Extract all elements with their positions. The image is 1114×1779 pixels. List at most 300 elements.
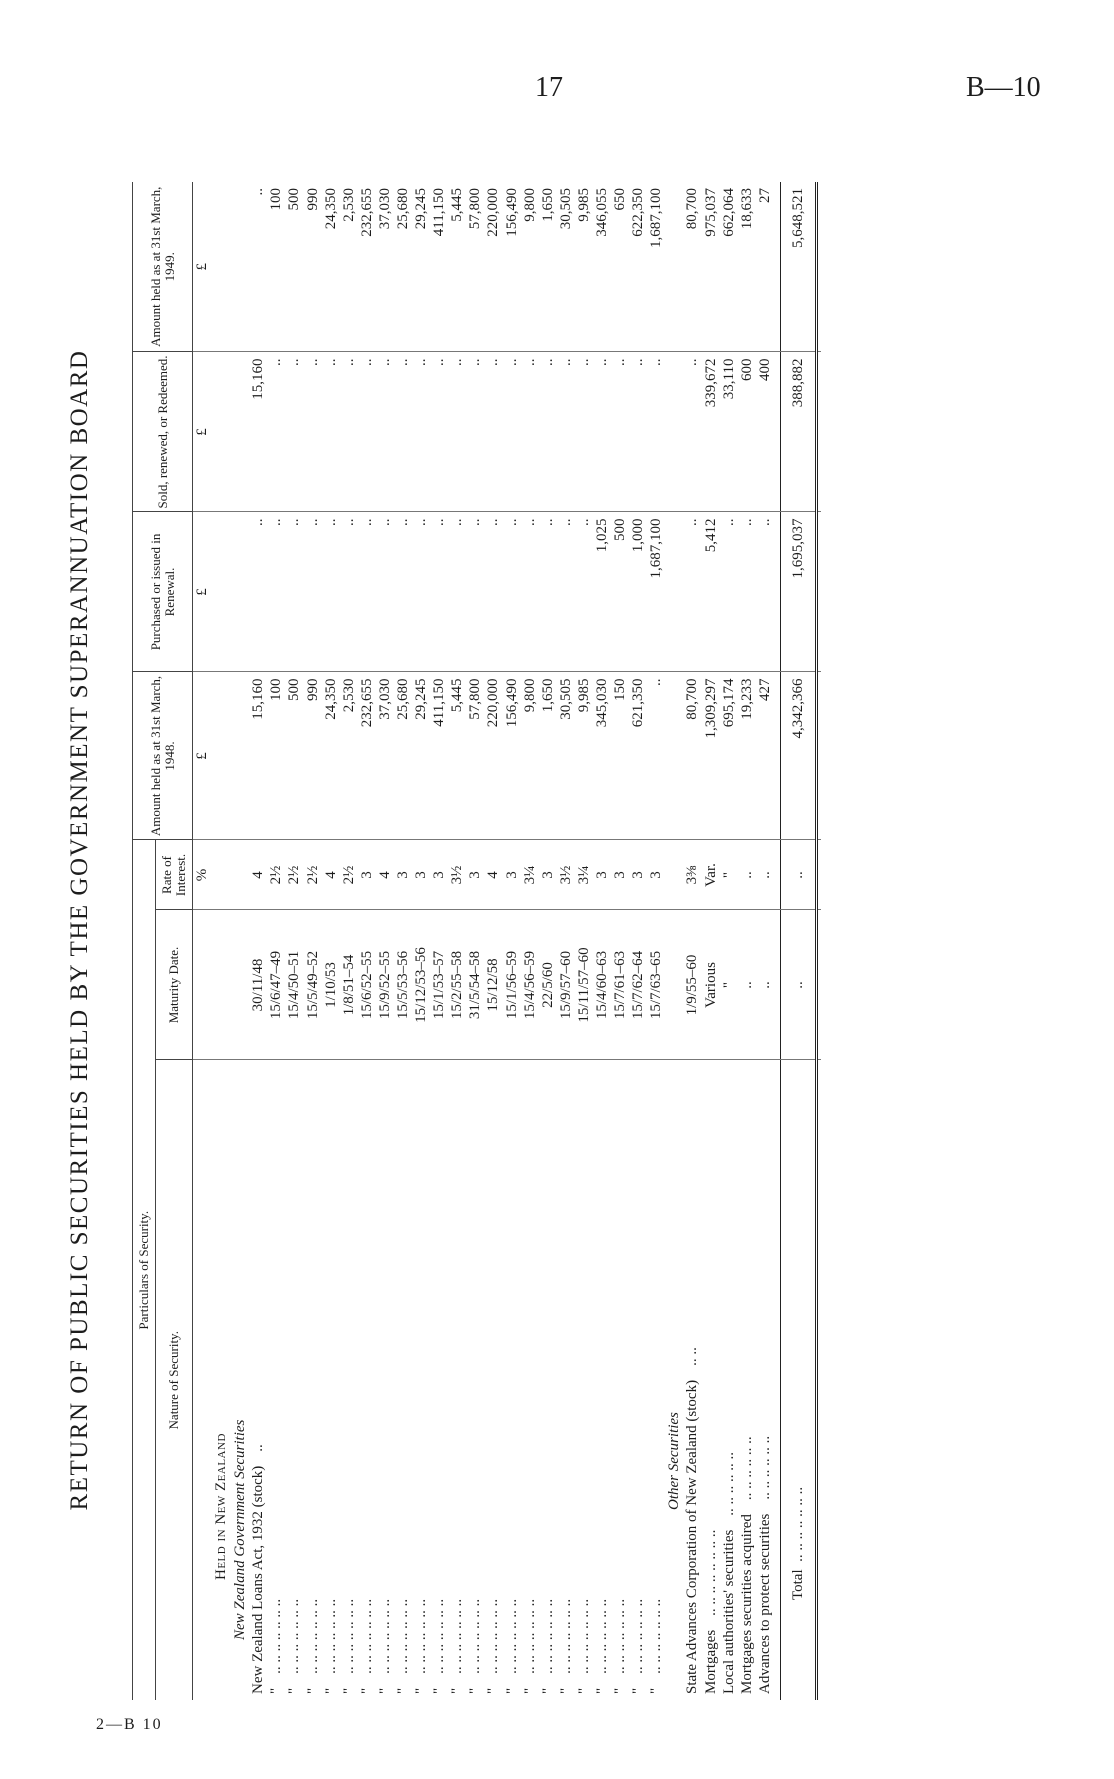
leader-dots: .. .. .. .. .. .. ..: [268, 1598, 285, 1674]
interest-rate: 4: [376, 840, 394, 910]
header-sold: Sold, renewed, or Redeemed.: [133, 352, 193, 512]
amount-held-1949: 27: [756, 182, 774, 352]
security-name: Mortgages securities acquired: [738, 1514, 755, 1694]
unit-row: [193, 182, 212, 1700]
table-body: [193, 182, 821, 1700]
maturity-date: 1/9/55–60: [683, 910, 701, 1060]
amount-held-1948: 990: [303, 672, 321, 840]
leader-dots: .. .. .. .. .. .. .. ..: [702, 1529, 719, 1616]
table-row: [720, 182, 738, 1700]
maturity-date: 15/11/57–60: [575, 910, 593, 1060]
amount-sold: ..: [484, 352, 502, 512]
leader-dots: .. .. .. .. .. .. ..: [503, 1598, 520, 1674]
security-name-cell: [720, 1060, 738, 1700]
amount-purchased: 1,687,100: [647, 512, 665, 672]
unit-held-1948: £: [193, 672, 212, 840]
interest-rate: 3: [412, 840, 430, 910]
leader-dots: .. .. .. .. .. .. ..: [648, 1598, 665, 1674]
amount-sold: ..: [683, 352, 701, 512]
interest-rate: 3½: [557, 840, 575, 910]
interest-rate: 2½: [340, 840, 358, 910]
maturity-date: 15/12/58: [484, 910, 502, 1060]
amount-held-1949: 650: [611, 182, 629, 352]
security-name-cell: [629, 1060, 647, 1700]
amount-sold: ..: [448, 352, 466, 512]
maturity-date: 31/5/54–58: [466, 910, 484, 1060]
amount-purchased: ..: [430, 512, 448, 672]
amount-held-1948: 411,150: [430, 672, 448, 840]
security-name: ": [376, 1687, 393, 1694]
amount-held-1949: 29,245: [412, 182, 430, 352]
amount-sold: ..: [303, 352, 321, 512]
maturity-date: 15/5/53–56: [394, 910, 412, 1060]
amount-purchased: ..: [539, 512, 557, 672]
amount-sold: ..: [412, 352, 430, 512]
amount-held-1949: 975,037: [702, 182, 720, 352]
amount-held-1949: 990: [303, 182, 321, 352]
amount-held-1949: 18,633: [738, 182, 756, 352]
amount-held-1948: 15,160: [249, 672, 267, 840]
amount-held-1949: 57,800: [466, 182, 484, 352]
amount-sold: ..: [322, 352, 340, 512]
security-name: ": [286, 1687, 303, 1694]
interest-rate: ..: [756, 840, 774, 910]
table-row: [358, 182, 376, 1700]
security-name: ": [630, 1687, 647, 1694]
amount-held-1949: 1,687,100: [647, 182, 665, 352]
amount-sold: 600: [738, 352, 756, 512]
amount-purchased: ..: [358, 512, 376, 672]
maturity-date: 15/6/52–55: [358, 910, 376, 1060]
security-name: New Zealand Loans Act, 1932 (stock): [250, 1465, 267, 1694]
security-name-cell: [267, 1060, 285, 1700]
amount-purchased: ..: [394, 512, 412, 672]
security-name-cell: [593, 1060, 611, 1700]
security-name: ": [340, 1687, 357, 1694]
security-name-cell: [466, 1060, 484, 1700]
total-rate: ..: [780, 840, 816, 910]
amount-held-1948: 150: [611, 672, 629, 840]
amount-sold: 400: [756, 352, 774, 512]
interest-rate: 3: [593, 840, 611, 910]
header-held-1949: Amount held as at 31st March, 1949.: [133, 182, 193, 352]
leader-dots: .. .. .. .. .. .. ..: [467, 1598, 484, 1674]
leader-dots: .. .. .. .. .. .. ..: [485, 1598, 502, 1674]
total-row: [780, 182, 816, 1700]
security-name: ": [521, 1687, 538, 1694]
amount-held-1949: 662,064: [720, 182, 738, 352]
table-row: [503, 182, 521, 1700]
table-row: [249, 182, 267, 1700]
interest-rate: 3⅜: [683, 840, 701, 910]
maturity-date: 1/10/53: [322, 910, 340, 1060]
amount-held-1949: 500: [285, 182, 303, 352]
security-name-cell: [285, 1060, 303, 1700]
amount-purchased: ..: [738, 512, 756, 672]
amount-held-1948: 232,655: [358, 672, 376, 840]
amount-purchased: ..: [249, 512, 267, 672]
amount-held-1949: 232,655: [358, 182, 376, 352]
amount-sold: 15,160: [249, 352, 267, 512]
maturity-date: 30/11/48: [249, 910, 267, 1060]
security-name: Local authorities' securities: [720, 1529, 737, 1694]
amount-held-1949: 156,490: [503, 182, 521, 352]
table-row: [702, 182, 720, 1700]
interest-rate: 3: [503, 840, 521, 910]
interest-rate: ": [720, 840, 738, 910]
leader-dots: .. .. .. .. .. .. ..: [304, 1598, 321, 1674]
leader-dots: .. .. .. .. .. .. ..: [394, 1598, 411, 1674]
security-name: ": [648, 1687, 665, 1694]
subheading-nz: New Zealand Government Securities: [232, 1419, 249, 1640]
maturity-date: 15/1/56–59: [503, 910, 521, 1060]
amount-held-1948: 19,233: [738, 672, 756, 840]
security-name: ": [539, 1687, 556, 1694]
unit-sold: £: [193, 352, 212, 512]
amount-held-1948: ..: [647, 672, 665, 840]
page-title: RETURN OF PUBLIC SECURITIES HELD BY THE GOVERNMENT SUPERANNUATION BOARD: [66, 349, 93, 1511]
security-name-cell: [503, 1060, 521, 1700]
security-name-cell: [521, 1060, 539, 1700]
amount-held-1949: 25,680: [394, 182, 412, 352]
amount-sold: ..: [376, 352, 394, 512]
header-maturity: Maturity Date.: [156, 910, 193, 1060]
amount-sold: ..: [557, 352, 575, 512]
amount-purchased: ..: [756, 512, 774, 672]
maturity-date: ..: [756, 910, 774, 1060]
amount-held-1948: 156,490: [503, 672, 521, 840]
security-name: Advances to protect securities: [756, 1513, 773, 1694]
amount-held-1948: 37,030: [376, 672, 394, 840]
interest-rate: 3: [647, 840, 665, 910]
maturity-date: 15/7/62–64: [629, 910, 647, 1060]
leader-dots: .. .. .. .. .. .. ..: [340, 1598, 357, 1674]
leader-dots: .. .. .. .. .. .. ..: [376, 1598, 393, 1674]
total-held-1948: 4,342,366: [780, 672, 816, 840]
table-row: [285, 182, 303, 1700]
total-sold: 388,882: [780, 352, 816, 512]
security-name-cell: [738, 1060, 756, 1700]
table-row: [376, 182, 394, 1700]
amount-purchased: ..: [503, 512, 521, 672]
maturity-date: 15/1/53–57: [430, 910, 448, 1060]
leader-dots: .. .. .. .. .. .. ..: [413, 1598, 430, 1674]
amount-held-1948: 100: [267, 672, 285, 840]
rotated-table-area: [60, 150, 1060, 1710]
amount-purchased: ..: [448, 512, 466, 672]
total-rule-row: [816, 182, 821, 1700]
security-name-cell: [303, 1060, 321, 1700]
amount-held-1948: 9,800: [521, 672, 539, 840]
amount-sold: ..: [611, 352, 629, 512]
unit-held-1949: £: [193, 182, 212, 352]
amount-held-1948: 80,700: [683, 672, 701, 840]
interest-rate: 2½: [303, 840, 321, 910]
amount-sold: ..: [521, 352, 539, 512]
amount-purchased: ..: [575, 512, 593, 672]
maturity-date: 15/9/57–60: [557, 910, 575, 1060]
leader-dots: .. .. .. .. .. .. ..: [521, 1598, 538, 1674]
amount-held-1948: 5,445: [448, 672, 466, 840]
total-maturity: ..: [780, 910, 816, 1060]
amount-held-1948: 695,174: [720, 672, 738, 840]
unit-rate: %: [193, 840, 212, 910]
table-row: [340, 182, 358, 1700]
table-row: [521, 182, 539, 1700]
maturity-date: 15/7/63–65: [647, 910, 665, 1060]
maturity-date: 15/2/55–58: [448, 910, 466, 1060]
interest-rate: 3: [430, 840, 448, 910]
table-row: [539, 182, 557, 1700]
maturity-date: 15/4/60–63: [593, 910, 611, 1060]
amount-sold: ..: [575, 352, 593, 512]
security-name: State Advances Corporation of New Zealand (stock): [684, 1379, 701, 1694]
security-name: ": [304, 1687, 321, 1694]
header-purchased: Purchased or issued in Renewal.: [133, 512, 193, 672]
amount-held-1949: 100: [267, 182, 285, 352]
amount-held-1948: 220,000: [484, 672, 502, 840]
amount-held-1948: 427: [756, 672, 774, 840]
amount-sold: ..: [285, 352, 303, 512]
amount-held-1949: 220,000: [484, 182, 502, 352]
document-code: B—10: [966, 72, 1041, 103]
table-row: [484, 182, 502, 1700]
amount-held-1948: 500: [285, 672, 303, 840]
amount-held-1949: 1,650: [539, 182, 557, 352]
securities-table: [132, 182, 821, 1700]
security-name-cell: [683, 1060, 701, 1700]
security-name-cell: [430, 1060, 448, 1700]
amount-held-1949: 37,030: [376, 182, 394, 352]
amount-held-1949: 80,700: [683, 182, 701, 352]
interest-rate: 3: [394, 840, 412, 910]
security-name-cell: [376, 1060, 394, 1700]
amount-purchased: ..: [484, 512, 502, 672]
security-name-cell: [394, 1060, 412, 1700]
security-name-cell: [412, 1060, 430, 1700]
amount-held-1948: 30,505: [557, 672, 575, 840]
interest-rate: 4: [249, 840, 267, 910]
table-row: [575, 182, 593, 1700]
subheading-other: Other Securities: [666, 1412, 683, 1510]
security-name-cell: [575, 1060, 593, 1700]
table-row: [557, 182, 575, 1700]
amount-sold: ..: [394, 352, 412, 512]
header-particulars: Particulars of Security.: [133, 840, 156, 1700]
amount-sold: ..: [629, 352, 647, 512]
table-row: [683, 182, 701, 1700]
amount-purchased: 500: [611, 512, 629, 672]
interest-rate: 4: [484, 840, 502, 910]
table-row: [647, 182, 665, 1700]
interest-rate: 3: [629, 840, 647, 910]
amount-sold: ..: [503, 352, 521, 512]
amount-sold: ..: [466, 352, 484, 512]
amount-held-1949: 30,505: [557, 182, 575, 352]
amount-held-1948: 1,309,297: [702, 672, 720, 840]
page-number: 17: [535, 72, 563, 103]
maturity-date: 22/5/60: [539, 910, 557, 1060]
total-label: Total: [789, 1569, 806, 1600]
interest-rate: 4: [322, 840, 340, 910]
leader-dots: .. .. .. .. .. .. ..: [557, 1598, 574, 1674]
security-name: ": [449, 1687, 466, 1694]
security-name-cell: [249, 1060, 267, 1700]
amount-sold: ..: [593, 352, 611, 512]
security-name: ": [503, 1687, 520, 1694]
security-name: ": [394, 1687, 411, 1694]
table-row: [756, 182, 774, 1700]
amount-sold: ..: [340, 352, 358, 512]
amount-purchased: ..: [303, 512, 321, 672]
leader-dots: .. .. .. .. .. .. ..: [612, 1598, 629, 1674]
security-name: ": [358, 1687, 375, 1694]
security-name: ": [467, 1687, 484, 1694]
total-purchased: 1,695,037: [780, 512, 816, 672]
maturity-date: Various: [702, 910, 720, 1060]
security-name-cell: [647, 1060, 665, 1700]
amount-held-1948: 1,650: [539, 672, 557, 840]
amount-held-1948: 345,030: [593, 672, 611, 840]
table-row: [448, 182, 466, 1700]
interest-rate: 3: [539, 840, 557, 910]
leader-dots: .. .. .. .. .. ..: [756, 1435, 773, 1500]
maturity-date: 15/12/53–56: [412, 910, 430, 1060]
leader-dots: .. .. .. .. .. .. ..: [358, 1598, 375, 1674]
interest-rate: ..: [738, 840, 756, 910]
amount-held-1948: 9,985: [575, 672, 593, 840]
security-name: ": [413, 1687, 430, 1694]
interest-rate: 2½: [267, 840, 285, 910]
security-name: ": [485, 1687, 502, 1694]
leader-dots: .. .. .. .. .. .. ..: [431, 1598, 448, 1674]
amount-purchased: ..: [340, 512, 358, 672]
security-name-cell: [611, 1060, 629, 1700]
amount-held-1949: 9,985: [575, 182, 593, 352]
leader-dots: .. ..: [684, 1347, 701, 1366]
amount-held-1949: 411,150: [430, 182, 448, 352]
amount-purchased: ..: [267, 512, 285, 672]
security-name: ": [557, 1687, 574, 1694]
table-row: [466, 182, 484, 1700]
maturity-date: ": [720, 910, 738, 1060]
security-name-cell: [557, 1060, 575, 1700]
table-row: [629, 182, 647, 1700]
amount-held-1948: 29,245: [412, 672, 430, 840]
amount-sold: ..: [430, 352, 448, 512]
section-heading: Held in New Zealand: [213, 1433, 230, 1580]
interest-rate: 3½: [448, 840, 466, 910]
table-row: [267, 182, 285, 1700]
header-rate: Rate of Interest.: [156, 840, 193, 910]
leader-dots: .. .. .. .. .. .. ..: [449, 1598, 466, 1674]
total-held-1949: 5,648,521: [780, 182, 816, 352]
amount-purchased: ..: [521, 512, 539, 672]
interest-rate: Var.: [702, 840, 720, 910]
amount-purchased: 5,412: [702, 512, 720, 672]
amount-held-1949: 5,445: [448, 182, 466, 352]
amount-purchased: ..: [322, 512, 340, 672]
amount-held-1948: 57,800: [466, 672, 484, 840]
amount-held-1949: ..: [249, 182, 267, 352]
maturity-date: 15/6/47–49: [267, 910, 285, 1060]
section-heading-row: [211, 182, 231, 1700]
amount-held-1949: 622,350: [629, 182, 647, 352]
security-name: ": [575, 1687, 592, 1694]
table-row: [738, 182, 756, 1700]
maturity-date: 15/5/49–52: [303, 910, 321, 1060]
amount-held-1949: 9,800: [521, 182, 539, 352]
table-row: [322, 182, 340, 1700]
maturity-date: 15/4/56–59: [521, 910, 539, 1060]
amount-purchased: ..: [466, 512, 484, 672]
amount-purchased: ..: [557, 512, 575, 672]
security-name-cell: [756, 1060, 774, 1700]
maturity-date: 15/7/61–63: [611, 910, 629, 1060]
table-row: [611, 182, 629, 1700]
table-row: [412, 182, 430, 1700]
security-name-cell: [340, 1060, 358, 1700]
leader-dots: .. .. .. .. .. .. ..: [630, 1598, 647, 1674]
amount-held-1948: 24,350: [322, 672, 340, 840]
amount-sold: ..: [647, 352, 665, 512]
maturity-date: 15/9/52–55: [376, 910, 394, 1060]
amount-purchased: 1,000: [629, 512, 647, 672]
leader-dots: .. .. .. .. .. .. ..: [594, 1598, 611, 1674]
security-name: ": [322, 1687, 339, 1694]
security-name: ": [594, 1687, 611, 1694]
amount-purchased: ..: [720, 512, 738, 672]
interest-rate: 3: [358, 840, 376, 910]
amount-sold: 33,110: [720, 352, 738, 512]
amount-purchased: ..: [683, 512, 701, 672]
leader-dots: .. .. .. .. .. ..: [738, 1436, 755, 1501]
amount-sold: ..: [358, 352, 376, 512]
leader-dots: .. .. .. .. .. ..: [720, 1451, 737, 1516]
security-name-cell: [358, 1060, 376, 1700]
amount-held-1948: 621,350: [629, 672, 647, 840]
security-name-cell: [539, 1060, 557, 1700]
header-nature: Nature of Security.: [156, 1060, 193, 1700]
amount-purchased: ..: [412, 512, 430, 672]
leader-dots: .. .. .. .. .. .. ..: [539, 1598, 556, 1674]
interest-rate: 3: [466, 840, 484, 910]
security-name-cell: [448, 1060, 466, 1700]
amount-purchased: 1,025: [593, 512, 611, 672]
total-dots: .. .. .. .. .. .. ..: [789, 1486, 806, 1562]
security-name: ": [268, 1687, 285, 1694]
amount-held-1949: 24,350: [322, 182, 340, 352]
amount-held-1949: 346,055: [593, 182, 611, 352]
security-name-cell: [702, 1060, 720, 1700]
interest-rate: 3¼: [575, 840, 593, 910]
amount-held-1948: 25,680: [394, 672, 412, 840]
total-label-cell: [780, 1060, 816, 1700]
amount-sold: ..: [267, 352, 285, 512]
unit-purchased: £: [193, 512, 212, 672]
table-row: [430, 182, 448, 1700]
security-name: ": [612, 1687, 629, 1694]
maturity-date: ..: [738, 910, 756, 1060]
table-row: [593, 182, 611, 1700]
interest-rate: 3: [611, 840, 629, 910]
amount-sold: 339,672: [702, 352, 720, 512]
leader-dots: .. .. .. .. .. .. ..: [575, 1598, 592, 1674]
leader-dots: .. .. .. .. .. .. ..: [286, 1598, 303, 1674]
security-name: Mortgages: [702, 1629, 719, 1694]
side-code: 2—B 10: [96, 1716, 163, 1733]
subheading-other-row: [665, 182, 683, 1700]
